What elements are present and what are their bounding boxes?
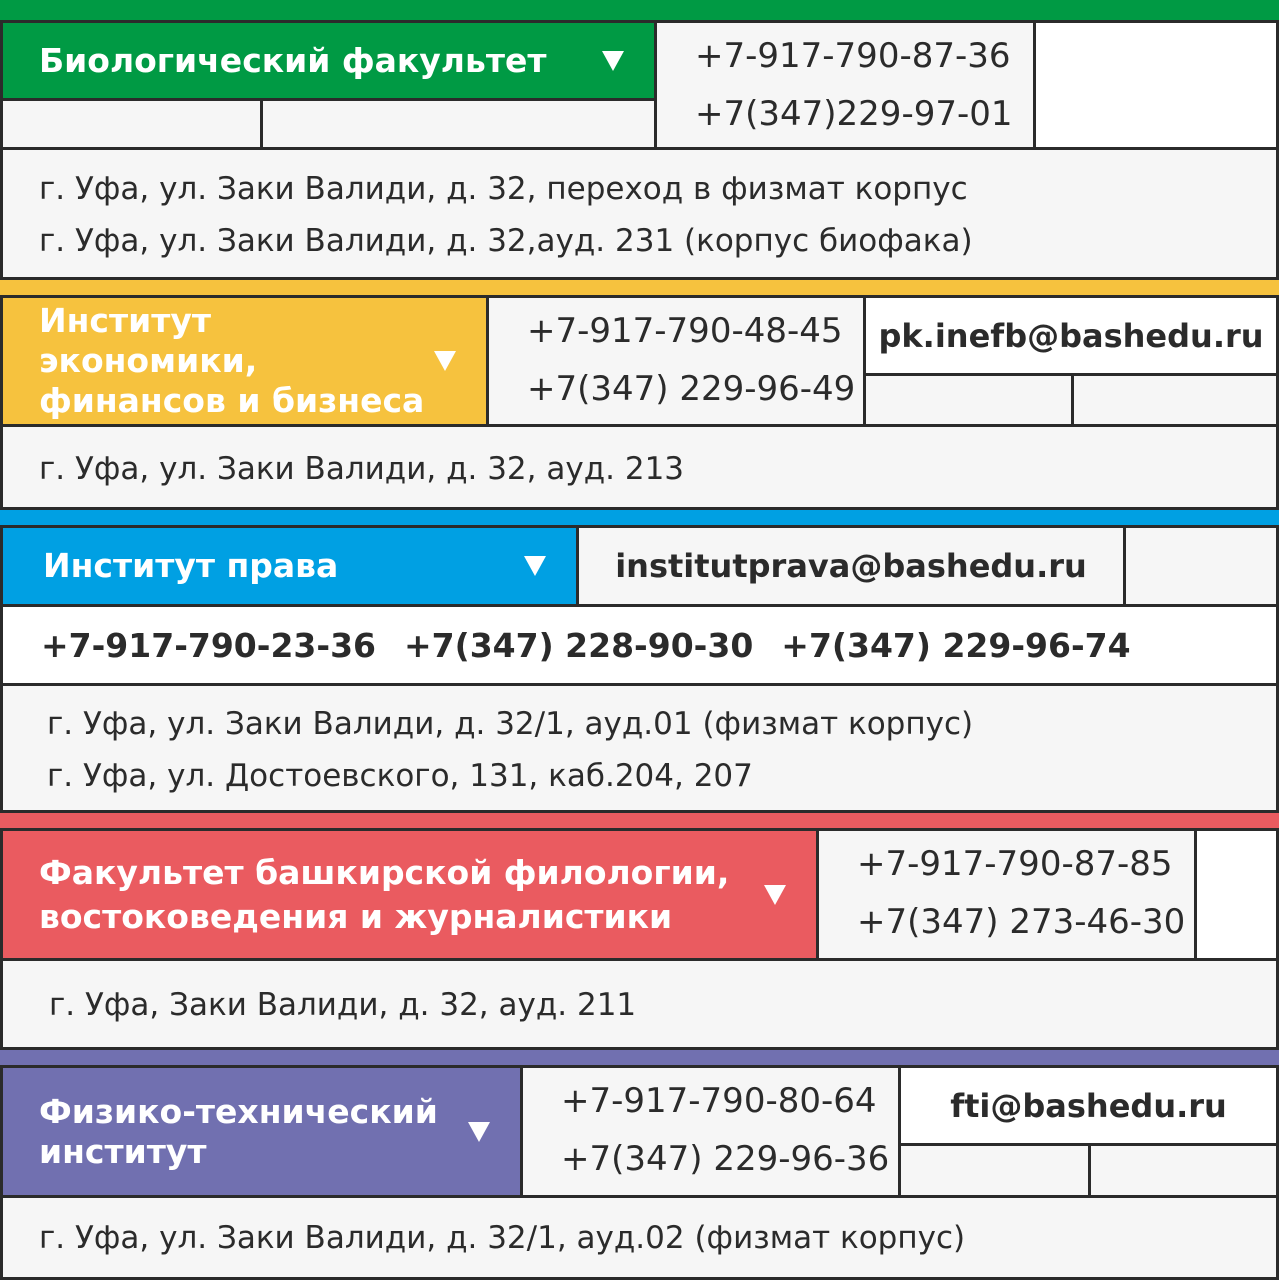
section-physics-blank-cell bbox=[1088, 1143, 1279, 1198]
section-bio-phones bbox=[654, 20, 1036, 150]
section-econ-header[interactable] bbox=[0, 295, 489, 427]
phone-number: +7(347) 229-96-49 bbox=[527, 369, 856, 409]
triangle-down-icon[interactable] bbox=[434, 351, 456, 371]
section-philology-title: востоковедения и журналистики bbox=[39, 896, 673, 936]
address-line: г. Уфа, Заки Валиди, д. 32, ауд. 211 bbox=[49, 987, 637, 1023]
section-bio-stripe bbox=[0, 0, 1279, 20]
phone-number: +7(347)229-97-01 bbox=[695, 94, 1013, 134]
section-philology-header[interactable] bbox=[0, 828, 819, 961]
section-bio-address bbox=[0, 147, 1279, 280]
address-line: г. Уфа, ул. Заки Валиди, д. 32, переход в физмат корпус bbox=[39, 171, 968, 207]
section-law-blank-cell bbox=[1123, 525, 1279, 607]
section-physics-title: институт bbox=[39, 1131, 207, 1171]
section-bio-blank-cell bbox=[0, 98, 263, 150]
section-bio-header[interactable] bbox=[0, 20, 657, 101]
email-link[interactable]: institutprava@bashedu.ru bbox=[615, 547, 1087, 585]
section-bio-blank-cell bbox=[1033, 20, 1279, 150]
triangle-down-icon[interactable] bbox=[764, 885, 786, 905]
section-econ-email[interactable] bbox=[863, 295, 1279, 376]
section-physics-phones bbox=[520, 1065, 901, 1198]
triangle-down-icon[interactable] bbox=[468, 1122, 490, 1142]
section-law-address bbox=[0, 683, 1279, 813]
section-bio-blank-cell bbox=[260, 98, 657, 150]
section-law-title: Институт права bbox=[43, 546, 339, 585]
section-physics-header[interactable] bbox=[0, 1065, 523, 1198]
phone-number: +7(347) 229-96-74 bbox=[781, 625, 1131, 665]
section-econ-address bbox=[0, 424, 1279, 510]
phone-number: +7-917-790-87-36 bbox=[695, 36, 1011, 76]
address-line: г. Уфа, ул. Заки Валиди, д. 32,ауд. 231 (корпус биофака) bbox=[39, 223, 973, 259]
section-law-email[interactable] bbox=[576, 525, 1126, 607]
phone-number: +7(347) 228-90-30 bbox=[404, 625, 754, 665]
section-econ-title: финансов и бизнеса bbox=[39, 381, 425, 420]
section-econ-title: Институт экономики, bbox=[39, 301, 258, 380]
address-line: г. Уфа, ул. Заки Валиди, д. 32, ауд. 213 bbox=[39, 451, 685, 487]
phone-number: +7-917-790-23-36 bbox=[41, 625, 377, 665]
section-physics-title: Физико-технический bbox=[39, 1091, 438, 1131]
phone-number: +7(347) 229-96-36 bbox=[561, 1139, 890, 1179]
section-law-phones bbox=[0, 604, 1279, 686]
email-link[interactable]: fti@bashedu.ru bbox=[950, 1086, 1227, 1125]
section-physics-address bbox=[0, 1195, 1279, 1280]
section-philology-title: Факультет башкирской филологии, bbox=[39, 852, 730, 892]
triangle-down-icon[interactable] bbox=[602, 51, 624, 71]
section-philology-blank-cell bbox=[1194, 828, 1279, 961]
section-philology-address bbox=[0, 958, 1279, 1050]
phone-number: +7-917-790-87-85 bbox=[857, 844, 1173, 884]
section-econ-blank-cell bbox=[863, 373, 1074, 427]
email-link[interactable]: pk.inefb@bashedu.ru bbox=[878, 316, 1264, 355]
triangle-down-icon[interactable] bbox=[524, 556, 546, 576]
address-line: г. Уфа, ул. Достоевского, 131, каб.204, 207 bbox=[47, 758, 753, 794]
section-physics-blank-cell bbox=[898, 1143, 1091, 1198]
section-law-header[interactable] bbox=[0, 525, 579, 607]
section-philology-phones bbox=[816, 828, 1197, 961]
section-physics-email[interactable] bbox=[898, 1065, 1279, 1146]
address-line: г. Уфа, ул. Заки Валиди, д. 32/1, ауд.02 (физмат корпус) bbox=[39, 1220, 966, 1256]
phone-number: +7-917-790-48-45 bbox=[527, 311, 843, 351]
phone-number: +7-917-790-80-64 bbox=[561, 1081, 877, 1121]
section-econ-phones bbox=[486, 295, 866, 427]
phone-number: +7(347) 273-46-30 bbox=[857, 902, 1186, 942]
section-econ-blank-cell bbox=[1071, 373, 1279, 427]
section-bio-title: Биологический факультет bbox=[39, 40, 547, 80]
address-line: г. Уфа, ул. Заки Валиди, д. 32/1, ауд.01 (физмат корпус) bbox=[47, 706, 974, 742]
